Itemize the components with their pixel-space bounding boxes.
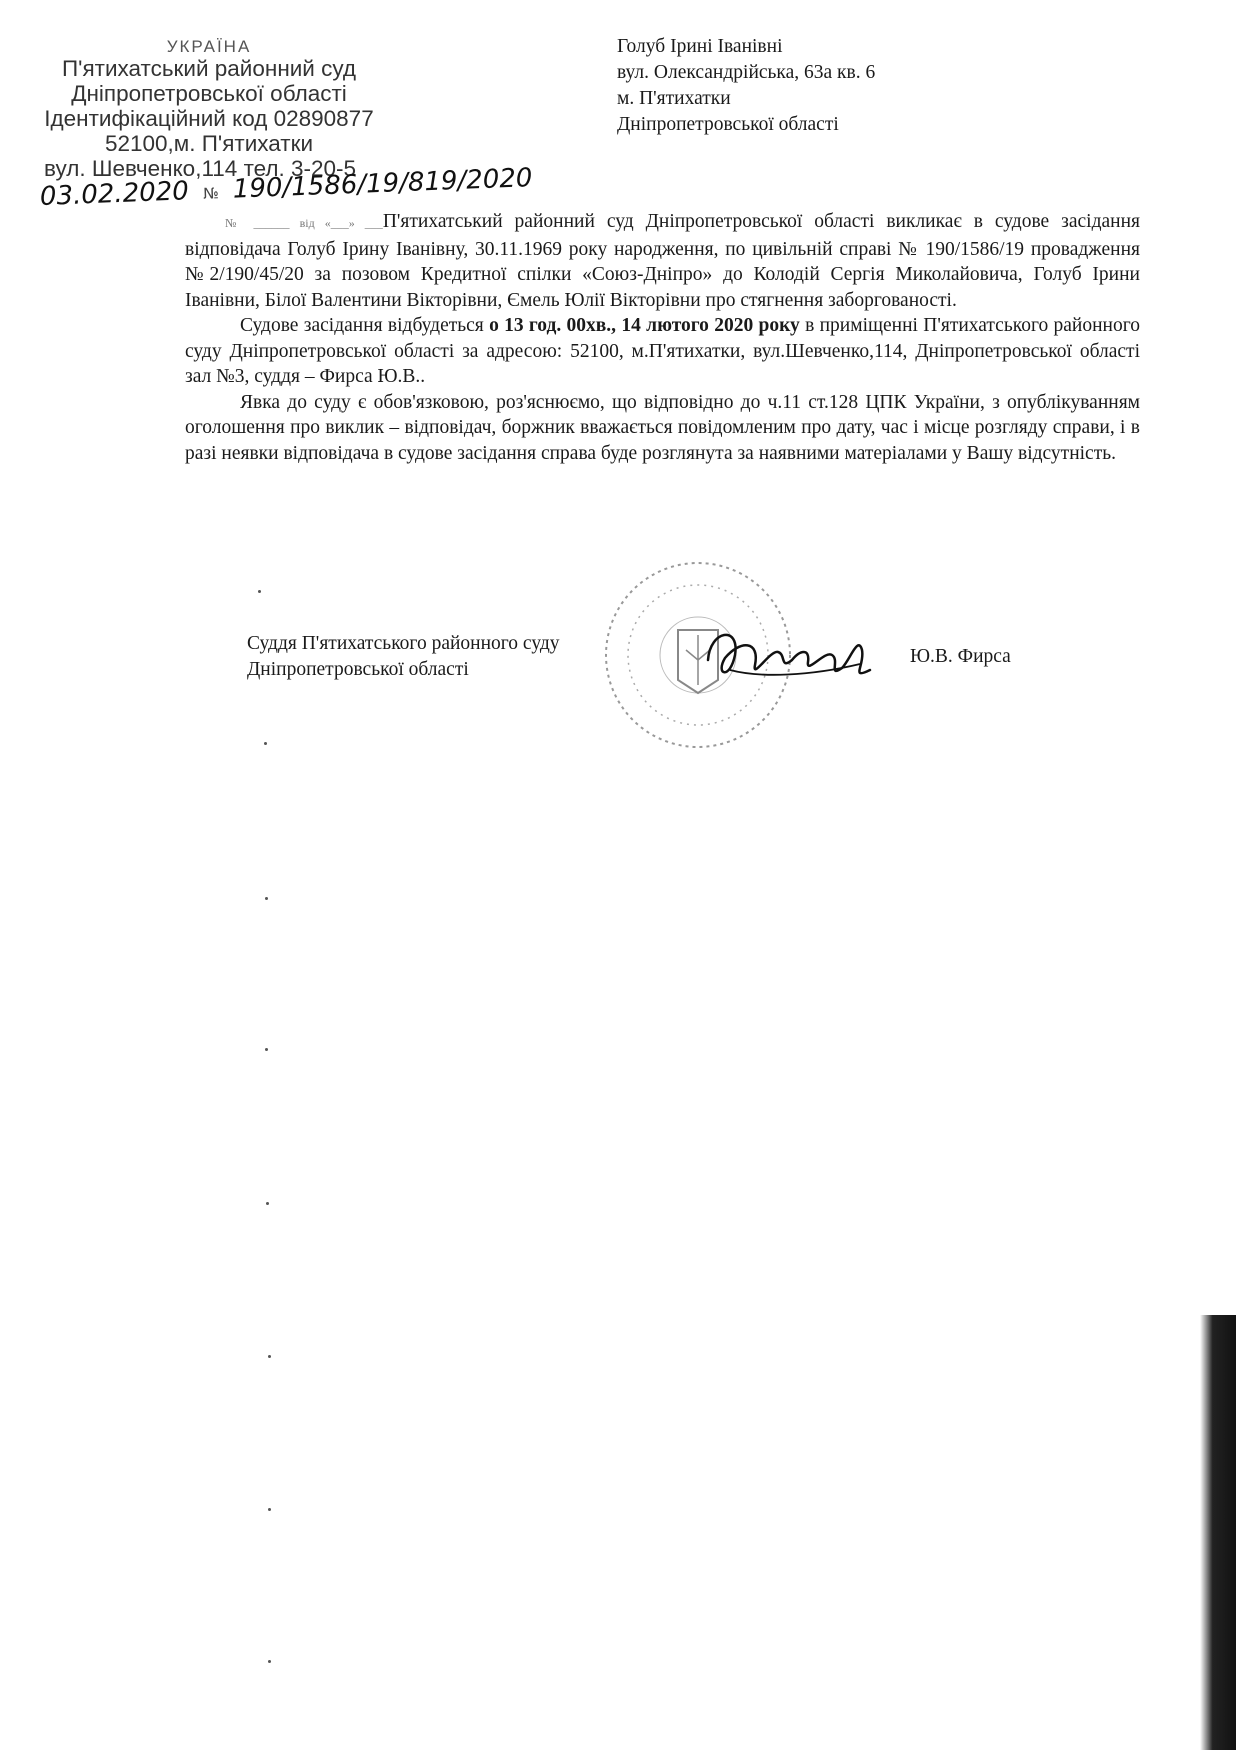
scan-speck bbox=[266, 1202, 269, 1205]
recipient-line: Голуб Ірині Іванівні bbox=[617, 36, 783, 57]
recipient-line: м. П'ятихатки bbox=[617, 88, 731, 109]
scan-speck bbox=[264, 742, 267, 745]
scan-speck bbox=[268, 1508, 271, 1511]
signature-block bbox=[247, 631, 560, 683]
paragraph-hearing bbox=[185, 313, 1140, 390]
stamp-line: Ідентифікаційний код 02890877 bbox=[44, 106, 374, 131]
scan-speck bbox=[268, 1660, 271, 1663]
stamp-line: УКРАЇНА bbox=[166, 37, 252, 56]
scan-speck bbox=[265, 897, 268, 900]
registration-date: 03.02.2020 bbox=[39, 176, 190, 212]
recipient-line: Дніпропетровської області bbox=[617, 114, 839, 135]
stamp-line: Дніпропетровської області bbox=[71, 81, 347, 106]
judge-title-line: Дніпропетровської області bbox=[247, 659, 469, 680]
paragraph-summons bbox=[185, 209, 1140, 313]
hearing-location: в приміщенні П'ятихатського районного суду Дніпропетровської області за адресою: 52100, м.П'ятихатки, вул.Шевченко,114, Дніпропетровської області зал №3, суддя – Фирса Ю.В.. bbox=[185, 315, 1140, 387]
recipient-address bbox=[617, 34, 875, 138]
hearing-datetime: о 13 год. 00хв., 14 лютого 2020 року bbox=[489, 315, 800, 336]
scan-speck bbox=[258, 590, 261, 593]
recipient-line: вул. Олександрійська, 63а кв. 6 bbox=[617, 62, 876, 83]
stamp-line: П'ятихатський районний суд bbox=[61, 56, 357, 81]
letter-body bbox=[185, 209, 1140, 466]
outgoing-number-prefix: № ______ від «___» ___ bbox=[225, 216, 383, 230]
scan-speck bbox=[265, 1048, 268, 1051]
judge-title-line: Суддя П'ятихатського районного суду bbox=[247, 633, 560, 654]
paragraph-attendance: Явка до суду є обов'язковою, роз'яснюємо, що відповідно до ч.11 ст.128 ЦПК України, з опублікуванням оголошення про виклик – відповідач, боржник вважається повідомленим про дату, час і місце розгляду справи, і в разі неявки відповідача в судове засідання справа буде розглянута за наявними матеріалами у Вашу відсутність. bbox=[185, 391, 1140, 464]
scan-edge-shadow bbox=[1200, 1315, 1236, 1750]
registration-number: 190/1586/19/819/2020 bbox=[232, 163, 533, 205]
registration-no-label: № bbox=[202, 184, 220, 203]
hearing-intro: Судове засідання відбудеться bbox=[240, 315, 490, 336]
stamp-line: 52100,м. П'ятихатки bbox=[104, 131, 314, 156]
stamp-line: вул. Шевченко,114 тел. 3-20-5 bbox=[44, 156, 357, 181]
scan-speck bbox=[268, 1355, 271, 1358]
signature-icon bbox=[700, 620, 880, 690]
paragraph-summons-text: П'ятихатський районний суд Дніпропетровської області викликає в судове засідання відповідача Голуб Ірину Іванівну, 30.11.1969 року народження, по цивільній справі № 190/1586/19 провадження №2/190/45/20 за позовом Кредитної спілки «Союз-Дніпро» до Колодій Сергія Миколайовича, Голуб Ірини Іванівни, Білої Валентини Вікторівни, Ємель Юлії Вікторівни про стягнення заборгованості. bbox=[185, 211, 1140, 311]
judge-name: Ю.В. Фирса bbox=[910, 646, 1011, 667]
